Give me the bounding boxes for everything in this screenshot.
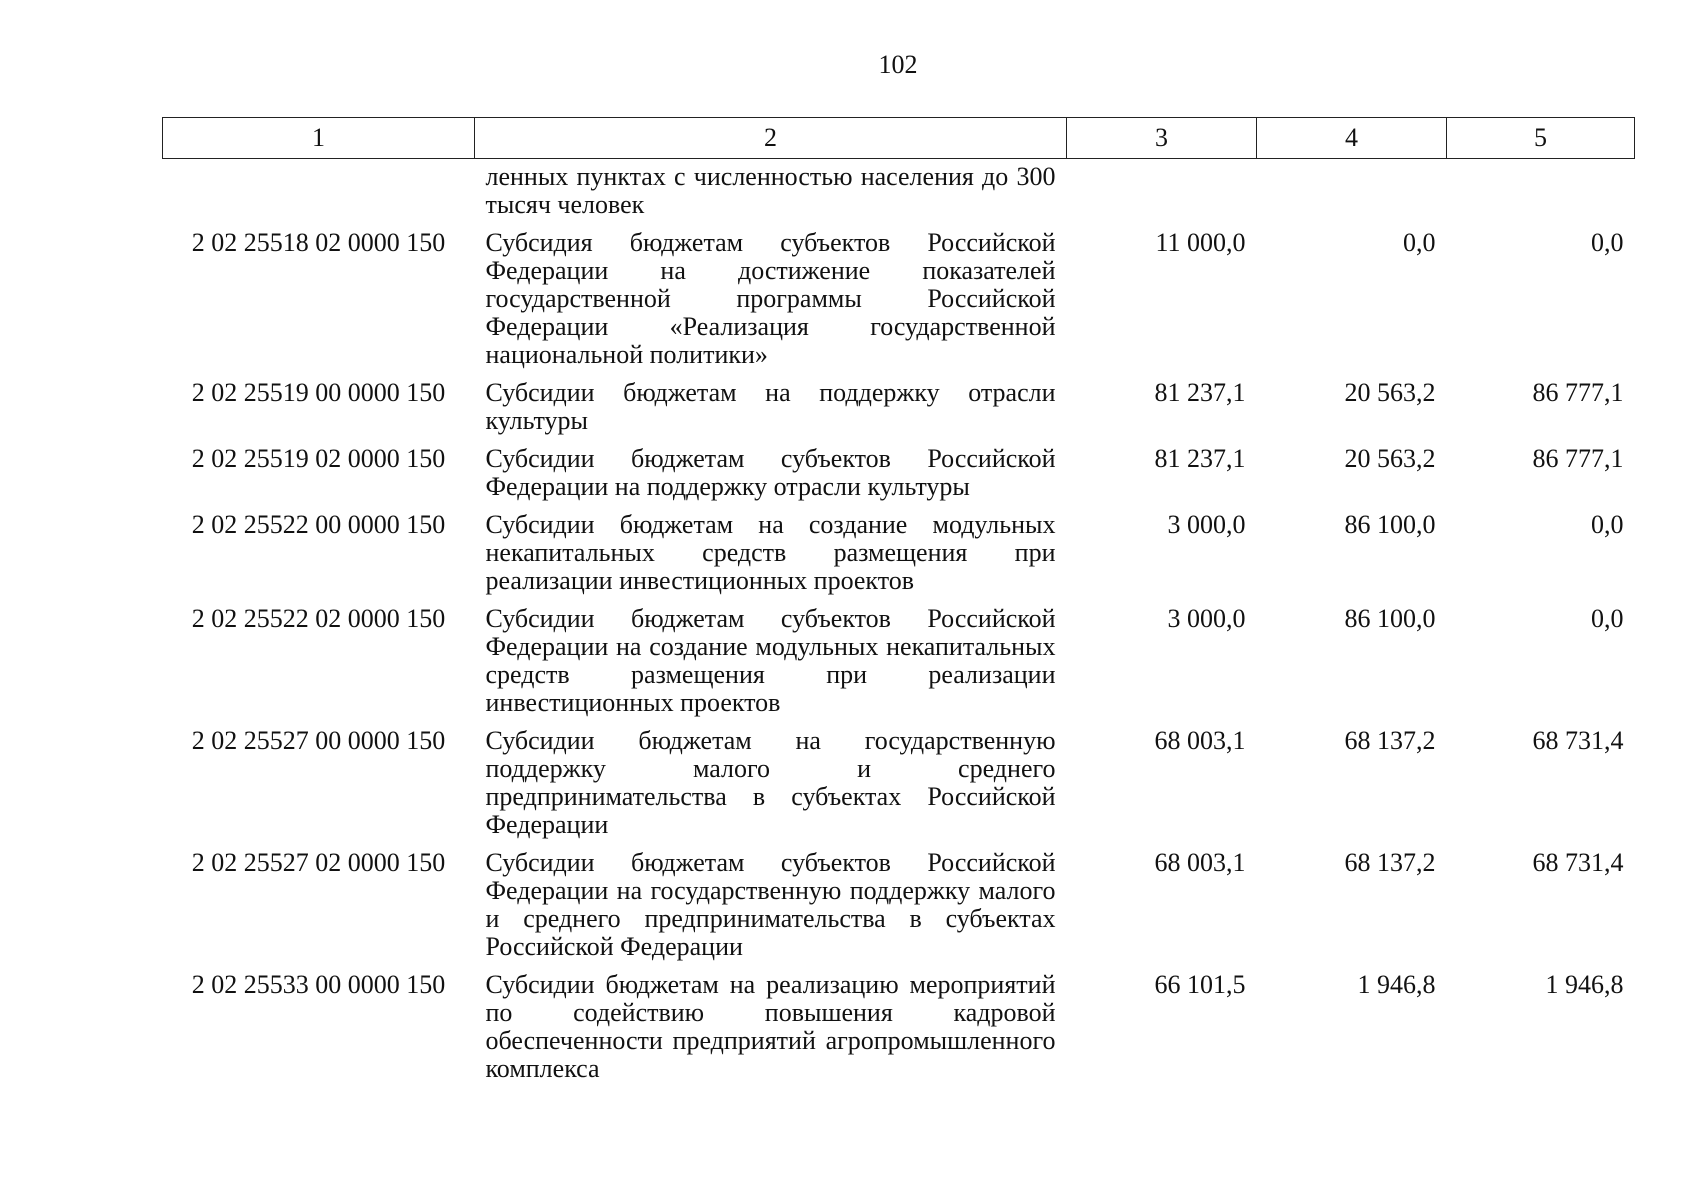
row-description: Субсидии бюджетам субъектов Российской Федерации на государственную поддержку малого и среднего предпринимательства в субъектах Российской Федерации	[485, 848, 1056, 961]
page-number: 102	[878, 50, 918, 79]
row-value-col3: 68 003,1	[1154, 726, 1246, 755]
row-value-col3: 66 101,5	[1154, 970, 1246, 999]
table-row	[163, 962, 1635, 1084]
row-value-col3: 11 000,0	[1155, 228, 1246, 257]
row-code: 2 02 25522 02 0000 150	[191, 604, 446, 633]
row-value-col5: 68 731,4	[1532, 726, 1624, 755]
row-value-col5: 86 777,1	[1532, 378, 1624, 407]
column-header-4: 4	[1257, 118, 1447, 159]
row-code: 2 02 25527 00 0000 150	[191, 726, 446, 755]
row-value-col4: 68 137,2	[1344, 726, 1436, 755]
row-value-col3: 81 237,1	[1154, 378, 1246, 407]
row-value-col5: 86 777,1	[1532, 444, 1624, 473]
column-header-3: 3	[1067, 118, 1257, 159]
row-code: 2 02 25519 02 0000 150	[191, 444, 446, 473]
row-value-col4: 68 137,2	[1344, 848, 1436, 877]
row-value-col5: 1 946,8	[1545, 970, 1624, 999]
column-header-2: 2	[475, 118, 1067, 159]
row-code: 2 02 25518 02 0000 150	[191, 228, 446, 257]
row-value-col5: 0,0	[1591, 510, 1624, 539]
row-code	[163, 159, 475, 221]
table-row	[163, 436, 1635, 502]
table-row	[163, 220, 1635, 370]
row-value-col4: 20 563,2	[1344, 378, 1436, 407]
row-value-col3: 3 000,0	[1167, 604, 1246, 633]
row-value-col4: 20 563,2	[1344, 444, 1436, 473]
row-value-col3: 81 237,1	[1154, 444, 1246, 473]
column-header-1: 1	[163, 118, 475, 159]
row-value-col3: 68 003,1	[1154, 848, 1246, 877]
row-value-col5: 0,0	[1591, 228, 1624, 257]
row-value-col4: 86 100,0	[1344, 604, 1436, 633]
row-value-col5: 68 731,4	[1532, 848, 1624, 877]
table-row	[163, 840, 1635, 962]
row-description: Субсидии бюджетам на создание модульных некапитальных средств размещения при реализации инвестиционных проектов	[485, 510, 1056, 595]
table-row	[163, 502, 1635, 596]
row-value-col4: 1 946,8	[1357, 970, 1436, 999]
row-code: 2 02 25533 00 0000 150	[191, 970, 446, 999]
column-header-5: 5	[1447, 118, 1635, 159]
table-header	[163, 118, 1635, 159]
row-code: 2 02 25519 00 0000 150	[191, 378, 446, 407]
row-description: Субсидии бюджетам на государственную поддержку малого и среднего предпринимательства в субъектах Российской Федерации	[485, 726, 1056, 839]
row-value-col5: 0,0	[1591, 604, 1624, 633]
row-code: 2 02 25522 00 0000 150	[191, 510, 446, 539]
row-description: Субсидия бюджетам субъектов Российской Федерации на достижение показателей государственной программы Российской Федерации «Реализация государственной национальной политики»	[485, 228, 1056, 369]
row-value-col4: 0,0	[1403, 228, 1436, 257]
row-description: Субсидии бюджетам субъектов Российской Федерации на создание модульных некапитальных средств размещения при реализации инвестиционных проектов	[485, 604, 1056, 717]
row-value-col3: 3 000,0	[1167, 510, 1246, 539]
table-row-continuation	[163, 159, 1635, 221]
table-row	[163, 596, 1635, 718]
row-code: 2 02 25527 02 0000 150	[191, 848, 446, 877]
row-description: Субсидии бюджетам на поддержку отрасли культуры	[485, 378, 1056, 435]
table-row	[163, 718, 1635, 840]
table-row	[163, 370, 1635, 436]
budget-table	[162, 117, 1635, 1084]
row-description: ленных пунктах с численностью населения до 300 тысяч человек	[485, 162, 1056, 219]
row-description: Субсидии бюджетам на реализацию мероприятий по содействию повышения кадровой обеспеченности предприятий агропромышленного комплекса	[485, 970, 1056, 1083]
row-description: Субсидии бюджетам субъектов Российской Федерации на поддержку отрасли культуры	[485, 444, 1056, 501]
row-value-col4: 86 100,0	[1344, 510, 1436, 539]
